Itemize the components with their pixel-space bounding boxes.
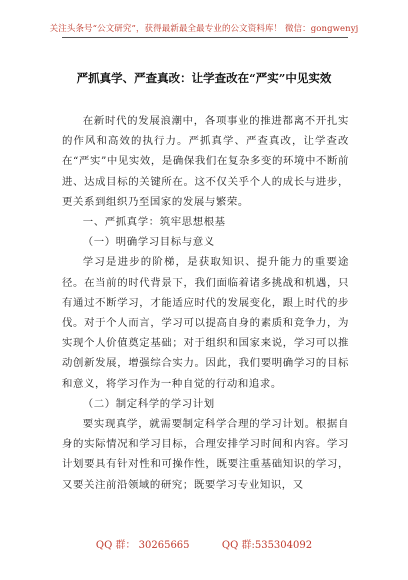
body-paragraph: 要实现真学，就需要制定科学合理的学习计划。根据自身的实际情况和学习目标，合理安排学习时间和内容。学习计划要具有针对性和可操作性，既要注重基础知识的学习，又要关注前沿领域的研究；既要学习专业知识，又 [62,418,349,491]
body-paragraph: 在新时代的发展浪潮中，各项事业的推进都离不开扎实的作风和高效的执行力。严抓真学、严查真改，让学查改在“严实”中见实效，是确保我们在复杂多变的环境中不断前进、达成目标的关键所在。这不仅关乎个人的成长与进步，更关系到组织乃至国家的发展与繁荣。 [62,115,349,208]
footer-contact [0,536,408,551]
header-divider [62,37,348,38]
body-paragraph: 学习是进步的阶梯，是获取知识、提升能力的重要途径。在当前的时代背景下，我们面临着诸多挑战和机遇，只有通过不断学习，才能适应时代的发展变化，跟上时代的步伐。对于个人而言，学习可以提高自身的素质和竞争力，为实现个人价值奠定基础；对于组织和国家来说，学习可以推动创新发展，增强综合实力。因此，我们要明确学习的目标和意义，将学习作为一种自觉的行动和追求。 [62,256,349,390]
subsection-heading: （一）明确学习目标与意义 [82,236,215,249]
document-title: 严抓真学、严查真改：让学查改在“严实”中见实效 [76,71,332,85]
footer-qq-group-1: QQ 群： 30265665 [95,540,190,551]
header-promo-note: 关注头条号“公文研究”，获得最新最全最专业的公文资料库！ 微信：gongwenyj [49,24,359,34]
section-heading: 一、严抓真学：筑牢思想根基 [82,216,226,229]
footer-qq-group-2: QQ 群:535304092 [221,540,313,551]
document-body [62,111,349,495]
subsection-heading: （二）制定科学的学习计划 [82,397,215,410]
